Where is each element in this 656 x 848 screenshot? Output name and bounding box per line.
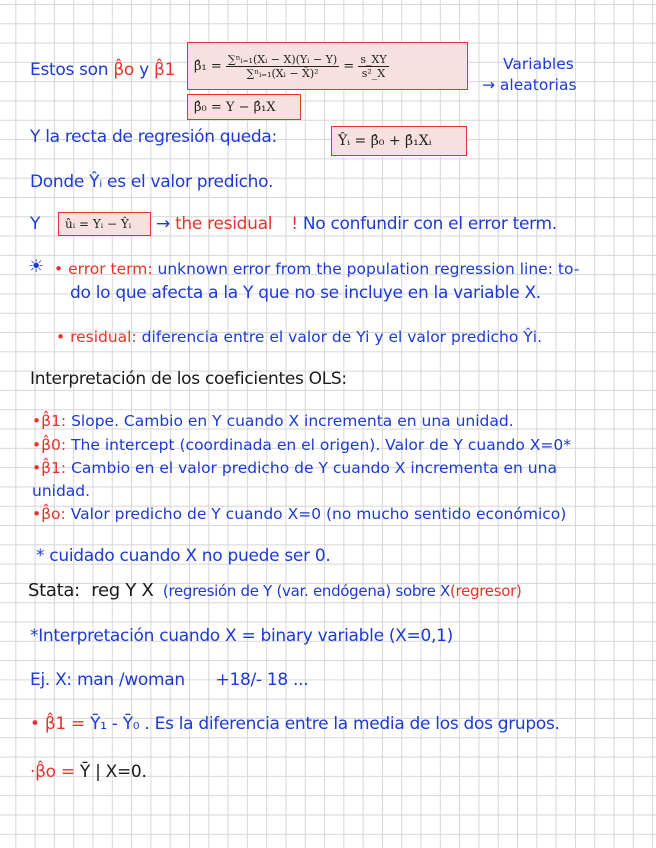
idea-icon: ☀ <box>28 256 45 277</box>
ols-item-intercept-label: •β̂0: <box>32 436 67 454</box>
stata-explain: (regresión de Y (var. endógena) sobre X <box>162 582 450 600</box>
residual-def-label: • residual: <box>56 328 137 346</box>
stata-line <box>28 582 522 600</box>
ols-item-intercept <box>32 438 571 454</box>
regression-formula: Ŷᵢ = β̂₀ + β̂₁Xᵢ <box>338 133 432 149</box>
beta1-cov-numerator: s_XY <box>360 52 387 66</box>
intro-line <box>30 62 175 79</box>
binary-example: Ej. X: man /woman +18/- 18 ... <box>30 670 309 690</box>
binary-item-slope-formula: Ȳ₁ - Ȳ₀ . <box>90 714 150 734</box>
predicted-text: Donde Ŷᵢ es el valor predicho. <box>30 172 274 192</box>
residual-def-text: diferencia entre el valor de Yi y el valor predicho Ŷi. <box>141 328 542 346</box>
warning-icon: ! <box>291 214 298 234</box>
ols-item-predicted-value <box>32 507 566 523</box>
beta1-cov-denominator: s²_X <box>361 66 386 80</box>
beta1-cov-fraction <box>358 53 388 80</box>
residual-arrow: → <box>156 214 170 234</box>
ols-item-predicted-value-label: •β̂o: <box>32 505 66 523</box>
ols-item-predicted-value-text: Valor predicho de Y cuando X=0 (no mucho sentido económico) <box>70 505 567 523</box>
ols-item-slope-text: Slope. Cambio en Y cuando X incrementa en una unidad. <box>71 412 514 430</box>
error-term-text-1: unknown error from the population regression line: to- <box>157 260 580 278</box>
beta1-denominator: ∑ⁿᵢ₌₁(Xᵢ − X̄)² <box>246 66 319 80</box>
binary-item-slope <box>30 716 560 733</box>
binary-heading: *Interpretación cuando X = binary variable (X=0,1) <box>30 626 453 646</box>
regression-line-text: Y la recta de regresión queda: <box>30 127 277 147</box>
ols-item-intercept-text: The intercept (coordinada en el origen). Valor de Y cuando X=0* <box>71 436 571 454</box>
residual-label: the residual <box>175 214 273 234</box>
ols-heading: Interpretación de los coeficientes OLS: <box>30 369 347 389</box>
side-note-1: Variables <box>503 55 574 73</box>
ols-item-predicted-change-text-2: unidad. <box>32 482 91 500</box>
error-term-label: • error term: <box>54 260 153 278</box>
intro-and: y <box>139 60 149 80</box>
ols-item-predicted-change <box>32 461 557 477</box>
binary-item-intercept-label: ·β̂o = <box>30 762 75 782</box>
side-note-2: → aleatorias <box>482 76 577 94</box>
stata-command: reg Y X <box>91 580 154 601</box>
beta1-formula-box <box>187 42 468 90</box>
ols-item-predicted-change-text-1: Cambio en el valor predicho de Y cuando X incrementa en una <box>71 459 557 477</box>
intro-beta0: β̂o <box>113 60 135 80</box>
intro-beta1: β̂1 <box>154 60 176 80</box>
ols-item-slope <box>32 414 514 430</box>
stata-label: Stata: <box>28 580 80 601</box>
beta1-fraction <box>226 53 339 80</box>
error-term-text-2: do lo que afecta a la Y que no se incluye en la variable X. <box>70 283 541 303</box>
binary-item-slope-text: Es la diferencia entre la media de los dos grupos. <box>154 714 560 734</box>
beta1-numerator: ∑ⁿᵢ₌₁(Xᵢ − X)(Yᵢ − Y) <box>227 52 338 66</box>
ols-item-predicted-change-label: •β̂1: <box>32 459 67 477</box>
residual-label-line <box>156 216 557 233</box>
caution-note: * cuidado cuando X no puede ser 0. <box>36 546 331 566</box>
residual-formula: ûᵢ = Yᵢ − Ŷᵢ <box>65 217 132 231</box>
beta1-equals: = <box>343 58 355 74</box>
residual-warning: No confundir con el error term. <box>302 214 557 234</box>
stata-regressor: (regresor) <box>449 582 522 600</box>
error-term-line-1 <box>54 262 579 278</box>
beta1-lhs: β̂₁ = <box>194 58 222 74</box>
beta0-formula: β̂₀ = Y − β̂₁X <box>194 99 276 115</box>
residual-formula-box <box>58 212 151 236</box>
binary-item-intercept <box>30 764 147 781</box>
residual-y: Y <box>30 214 41 234</box>
regression-formula-box <box>331 126 467 156</box>
binary-item-intercept-formula: Ȳ | X=0. <box>79 762 147 782</box>
ols-item-slope-label: •β̂1: <box>32 412 67 430</box>
intro-prefix: Estos son <box>30 60 109 80</box>
residual-def-line <box>56 330 542 346</box>
beta0-formula-box <box>187 94 301 120</box>
binary-item-slope-label: • β̂1 = <box>30 714 85 734</box>
